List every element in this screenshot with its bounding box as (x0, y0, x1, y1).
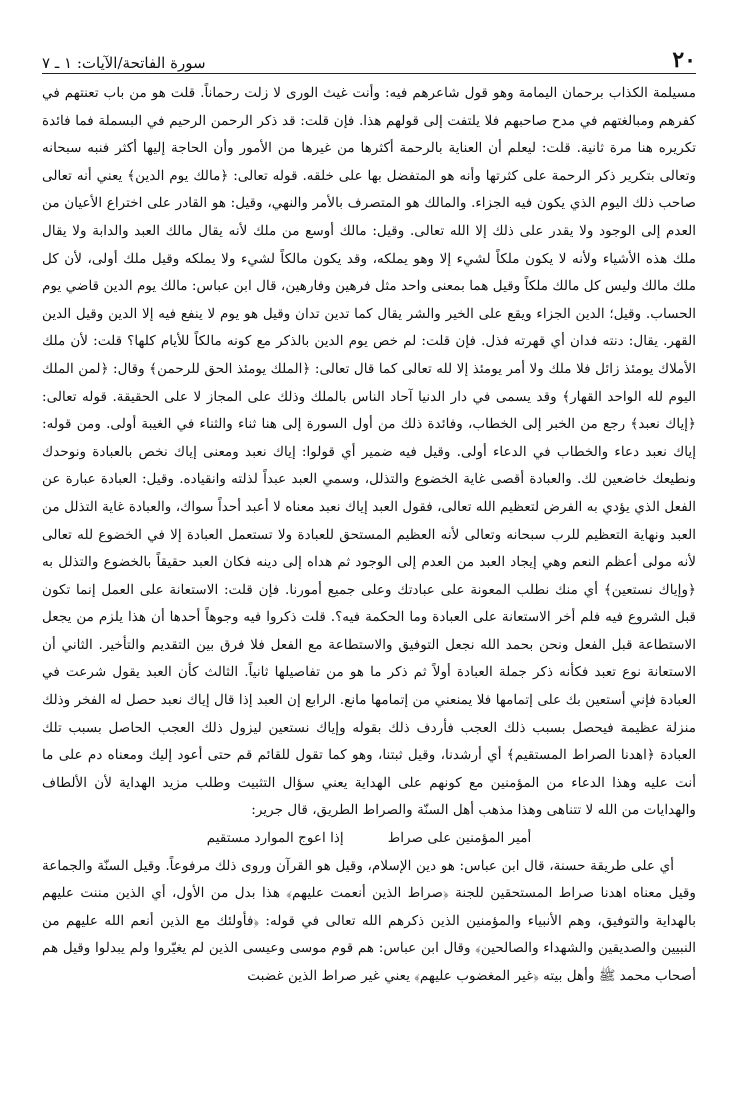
verse-second-hemistich: إذا اعوج الموارد مستقيم (206, 830, 344, 847)
verse-first-hemistich: أمير المؤمنين على صراط (387, 830, 532, 847)
paragraph-main: مسيلمة الكذاب برحمان اليمامة وهو قول شاعرهم فيه: وأنت غيث الورى لا زلت رحماناً. قلت هو من باب تعنتهم في كفرهم ومبالغتهم في مدح صاحبهم فلا يلتفت إلى قولهم هذا. فإن قلت: قد ذكر الرحمن الرحيم في البسملة فما فائدة تكريره هنا مرة ثانية. قلت: ليعلم أن العناية بالرحمة أكثرها من غيرها من الأمور وأن الحاجة إليها أكثر فنبه سبحانه وتعالى بتكرير ذكر الرحمة على كثرتها وأنه هو المتفضل بها على خلقه. قوله تعالى: ﴿مالك يوم الدين﴾ يعني أنه تعالى صاحب ذلك اليوم الذي يكون فيه الجزاء. والمالك هو المتصرف بالأمر والنهي، وقيل: هو القادر على اختراع الأعيان من العدم إلى الوجود ولا يقدر على ذلك إلا الله تعالى. وقيل: مالك أوسع من ملك لأنه يقال مالك العبد والدابة ولا يقال ملك هذه الأشياء ولأنه لا يكون ملكاً لشيء إلا وهو يملكه، وقد يكون مالكاً لشيء ولا يملكه وقيل ملك أولى، لأن كل ملك مالك وليس كل مالك ملكاً وقيل هما بمعنى واحد مثل فرهين وفارهين، قال ابن عباس: مالك يوم الدين قاضي يوم الحساب. وقيل؛ الدين الجزاء ويقع على الخير والشر يقال كما تدين تدان وقيل هو يوم لا ينفع فيه إلا الدين وقيل الدين القهر. يقال: دنته فدان أي قهرته فذل. فإن قلت: لم خص يوم الدين بالذكر مع كونه مالكاً للأيام كلها؟ قلت: لأن ملك الأملاك يومئذ زائل فلا ملك ولا أمر يومئذ إلا لله تعالى كما قال تعالى: ﴿الملك يومئذ الحق للرحمن﴾ وقال: ﴿لمن الملك اليوم لله الواحد القهار﴾ وقد يسمى في دار الدنيا آحاد الناس بالملك وذلك على المجاز لا على الحقيقة. قوله تعالى: ﴿إياك نعبد﴾ رجع من الخبر إلى الخطاب، وفائدة ذلك من أول السورة إلى هنا ثناء والثناء في الغيبة أولى. ومن قوله: إياك نعبد دعاء والخطاب في الدعاء أولى. وقيل فيه ضمير أي قولوا: إياك نعبد ومعنى إياك نخص بالعبادة ونوحدك ونطيعك خاضعين لك. والعبادة أقصى غاية الخضوع والتذلل، وسمي العبد عبداً لذلته وانقياده. وقيل: العبادة عبارة عن الفعل الذي يؤدي به الفرض لتعظيم الله تعالى، فقول العبد إياك نعبد معناه لا أعبد أحداً سواك، والعبادة غاية التذلل من العبد ونهاية التعظيم للرب سبحانه وتعالى لأنه العظيم المستحق للعبادة ولا تستعمل العبادة إلا في الخضوع لله تعالى لأنه مولى أعظم النعم وهي إيجاد العبد من العدم إلى الوجود ثم هداه إلى دينه فكان العبد حقيقاً بالخضوع والتذلل به ﴿وإياك نستعين﴾ أي منك نطلب المعونة على عبادتك وعلى جميع أمورنا. فإن قلت: الاستعانة على العمل إنما تكون قبل الشروع فيه فلم أخر الاستعانة على العبادة وما الحكمة فيه؟. قلت ذكروا فيه وجوهاً أحدها أن هذا يلزم من يجعل الاستطاعة قبل الفعل ونحن بحمد الله نجعل التوفيق والاستطاعة مع الفعل فلا فرق بين التقديم والتأخير. الثاني أن الاستعانة نوع تعبد فكأنه ذكر جملة العبادة أولاً ثم ذكر ما هو من تفاصيلها ثانياً. الثالث كأن العبد يقول شرعت في العبادة فإني أستعين بك على إتمامها فلا يمنعني من إتمامها مانع. الرابع إن العبد إذا قال إياك نعبد حصل له الفخر وذلك منزلة عظيمة فيحصل بسبب ذلك العجب فأردف ذلك بقوله وإياك نستعين ليزول ذلك العجب الحاصل بسبب تلك العبادة ﴿اهدنا الصراط المستقيم﴾ أي أرشدنا، وقيل ثبتنا، وهو كما تقول للقائم قم حتى أعود إليك ومعناه دم على ما أنت عليه وهذا الدعاء من المؤمنين مع كونهم على الهداية يعني سؤال التثبيت وطلب مزيد الهداية لأن الألطاف والهدايات من الله لا تتناهى وهذا مذهب أهل السنّة والصراط الطريق، قال جرير: (42, 85, 696, 819)
running-title: سورة الفاتحة/الآيات: ١ ـ ٧ (42, 54, 206, 72)
page-header (42, 0, 696, 74)
body-text (42, 80, 696, 991)
poetry-verse (42, 825, 696, 853)
page-number: ٢٠ (672, 47, 696, 73)
paragraph-closing: أي على طريقة حسنة، قال ابن عباس: هو دين الإسلام، وقيل هو القرآن وروى ذلك مرفوعاً. وقيل السنّة والجماعة وقيل معناه اهدنا صراط المستحقين للجنة ﴿صراط الذين أنعمت عليهم﴾ هذا بدل من الأول، أي الذين مننت عليهم بالهداية والتوفيق، وهم الأنبياء والمؤمنين الذين ذكرهم الله تعالى في قوله: ﴿فأولئك مع الذين أنعم الله عليهم من النبيين والصديقين والشهداء والصالحين﴾ وقال ابن عباس: هم قوم موسى وعيسى الذين لم يغيّروا ولم يبدلوا وقيل هم أصحاب محمد ﷺ وأهل بيته ﴿غير المغضوب عليهم﴾ يعني غير صراط الذين غضبت (42, 857, 696, 984)
